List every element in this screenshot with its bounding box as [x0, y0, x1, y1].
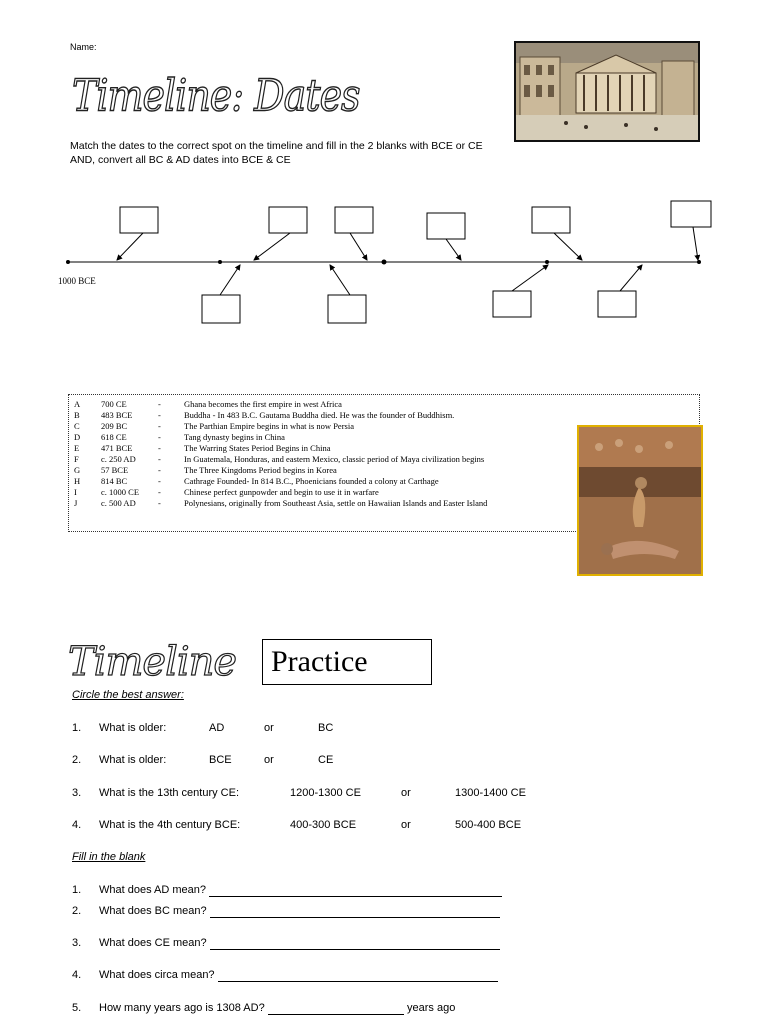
- event-description: Tang dynasty begins in China: [184, 432, 285, 442]
- answer-box: [532, 207, 570, 233]
- answer-blank[interactable]: [218, 981, 498, 982]
- event-description: Chinese perfect gunpowder and begin to use it in warfare: [184, 487, 379, 497]
- timeline-dot: [545, 260, 549, 264]
- question-number: 1.: [72, 722, 82, 734]
- or-label: or: [401, 819, 411, 831]
- instructions-line-2: AND, convert all BC & AD dates into BCE & CE: [70, 154, 291, 166]
- practice-box: Practice: [262, 639, 432, 685]
- question-text: What does CE mean?: [99, 937, 207, 949]
- or-label: or: [401, 787, 411, 799]
- event-letter: D: [74, 432, 81, 442]
- question-number: 4.: [72, 819, 82, 831]
- answer-box: [493, 291, 531, 317]
- event-letter: A: [74, 399, 81, 409]
- event-dash: -: [158, 443, 161, 453]
- answer-option-a[interactable]: AD: [209, 722, 225, 734]
- timeline-dot: [218, 260, 222, 264]
- rome-forum-image: [514, 41, 700, 142]
- event-date: 618 CE: [101, 432, 127, 442]
- timeline-diagram: [0, 195, 768, 335]
- event-letter: I: [74, 487, 77, 497]
- question-number: 2.: [72, 905, 82, 917]
- event-date: 209 BC: [101, 421, 128, 431]
- event-date: c. 250 AD: [101, 454, 136, 464]
- event-description: Buddha - In 483 B.C. Gautama Buddha died. He was the founder of Buddhism.: [184, 410, 455, 420]
- pointer-arrow: [350, 233, 367, 260]
- practice-title: Timeline: [68, 639, 237, 685]
- event-date: 814 BC: [101, 476, 128, 486]
- event-letter: C: [74, 421, 80, 431]
- question-text: What does circa mean?: [99, 969, 215, 981]
- event-date: 471 BCE: [101, 443, 133, 453]
- event-dash: -: [158, 432, 161, 442]
- pointer-arrow: [554, 233, 582, 260]
- pointer-arrow: [330, 265, 350, 295]
- event-date: c. 500 AD: [101, 498, 136, 508]
- answer-blank[interactable]: [268, 1014, 404, 1015]
- event-date: c. 1000 CE: [101, 487, 140, 497]
- question-text: What does AD mean?: [99, 884, 207, 896]
- event-dash: -: [158, 465, 161, 475]
- event-date: 483 BCE: [101, 410, 133, 420]
- pointer-arrow: [117, 233, 143, 260]
- event-date: 700 CE: [101, 399, 127, 409]
- question-text: What is older:: [99, 754, 167, 766]
- event-description: Cathrage Founded- In 814 B.C., Phoenicians founded a colony at Carthage: [184, 476, 439, 486]
- event-description: The Three Kingdoms Period begins in Korea: [184, 465, 337, 475]
- answer-box: [335, 207, 373, 233]
- event-letter: H: [74, 476, 81, 486]
- pointer-arrow: [620, 265, 642, 291]
- answer-option-a[interactable]: 1200-1300 CE: [290, 787, 361, 799]
- event-letter: B: [74, 410, 80, 420]
- answer-blank[interactable]: [209, 896, 502, 897]
- fill-heading: Fill in the blank: [72, 851, 146, 863]
- answer-box: [427, 213, 465, 239]
- event-dash: -: [158, 410, 161, 420]
- event-letter: F: [74, 454, 79, 464]
- timeline-dot: [697, 260, 701, 264]
- question-text: How many years ago is 1308 AD?: [99, 1002, 265, 1014]
- event-dash: -: [158, 498, 161, 508]
- event-dash: -: [158, 487, 161, 497]
- answer-option-b[interactable]: CE: [318, 754, 334, 766]
- answer-box: [598, 291, 636, 317]
- circle-heading: Circle the best answer:: [72, 689, 184, 701]
- event-description: Ghana becomes the first empire in west Africa: [184, 399, 342, 409]
- event-dash: -: [158, 399, 161, 409]
- or-label: or: [264, 754, 274, 766]
- answer-option-b[interactable]: BC: [318, 722, 334, 734]
- question-number: 1.: [72, 884, 82, 896]
- event-dash: -: [158, 421, 161, 431]
- instructions: [70, 139, 510, 167]
- answer-option-a[interactable]: 400-300 BCE: [290, 819, 357, 831]
- name-label: Name:: [70, 42, 97, 52]
- question-text: What does BC mean?: [99, 905, 207, 917]
- gladiator-image: [577, 425, 703, 576]
- event-dash: -: [158, 454, 161, 464]
- question-text: What is the 4th century BCE:: [99, 819, 241, 831]
- question-number: 3.: [72, 787, 82, 799]
- question-text: What is older:: [99, 722, 167, 734]
- event-description: The Warring States Period Begins in China: [184, 443, 331, 453]
- instructions-line-1: Match the dates to the correct spot on the timeline and fill in the 2 blanks with BCE or CE: [70, 140, 483, 152]
- timeline-start-label: 1000 BCE: [58, 276, 96, 286]
- answer-blank[interactable]: [210, 949, 500, 950]
- answer-option-a[interactable]: BCE: [209, 754, 232, 766]
- answer-box: [120, 207, 158, 233]
- answer-box: [269, 207, 307, 233]
- question-number: 4.: [72, 969, 82, 981]
- event-dash: -: [158, 476, 161, 486]
- pointer-arrow: [446, 239, 461, 260]
- answer-option-b[interactable]: 1300-1400 CE: [455, 787, 526, 799]
- event-letter: G: [74, 465, 81, 475]
- question-number: 5.: [72, 1002, 82, 1014]
- event-letter: J: [74, 498, 78, 508]
- event-date: 57 BCE: [101, 465, 129, 475]
- or-label: or: [264, 722, 274, 734]
- answer-box: [671, 201, 711, 227]
- answer-option-b[interactable]: 500-400 BCE: [455, 819, 522, 831]
- question-text: What is the 13th century CE:: [99, 787, 240, 799]
- answer-box: [202, 295, 240, 323]
- answer-blank[interactable]: [210, 917, 500, 918]
- pointer-arrow: [254, 233, 290, 260]
- answer-suffix: years ago: [407, 1002, 456, 1014]
- answer-box: [328, 295, 366, 323]
- pointer-arrow: [693, 227, 698, 260]
- event-description: Polynesians, originally from Southeast Asia, settle on Hawaiian Islands and Easter Island: [184, 498, 488, 508]
- question-number: 2.: [72, 754, 82, 766]
- page-title: Timeline: Dates: [72, 70, 360, 121]
- event-description: The Parthian Empire begins in what is now Persia: [184, 421, 354, 431]
- timeline-dot: [382, 260, 387, 265]
- event-description: In Guatemala, Honduras, and eastern Mexico, classic period of Maya civilization begins: [184, 454, 485, 464]
- timeline-dot: [66, 260, 70, 264]
- pointer-arrow: [220, 265, 240, 295]
- pointer-arrow: [512, 265, 548, 291]
- event-letter: E: [74, 443, 80, 453]
- question-number: 3.: [72, 937, 82, 949]
